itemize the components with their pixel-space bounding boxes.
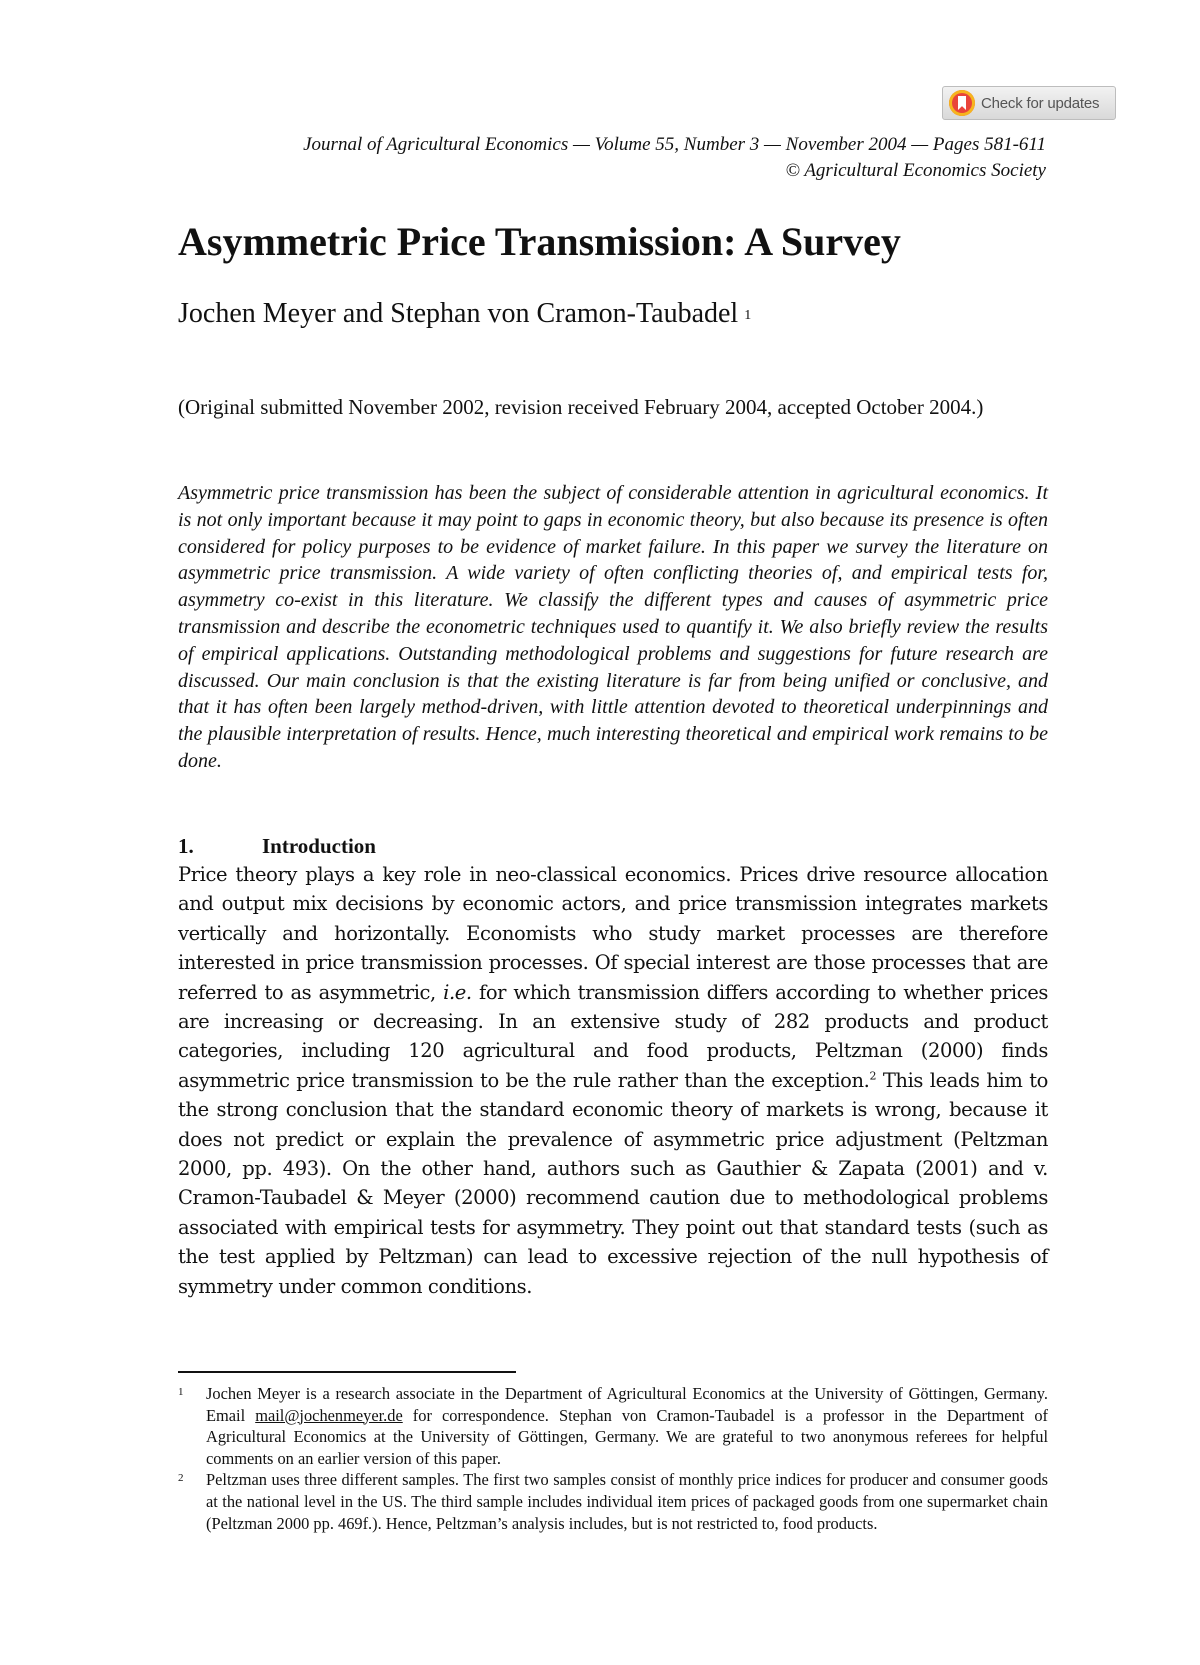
abstract: Asymmetric price transmission has been the subject of considerable attention in agricultural economics. It is not only important because it may point to gaps in economic theory, but also because its presence is often considered for policy purposes to be evidence of market failure. In this paper we survey the literature on asymmetric price transmission. A wide variety of often conflicting theories of, and empirical tests for, asymmetry co-exist in this literature. We classify the different types and causes of asymmetric price transmission and describe the econometric techniques used to quantify it. We also briefly review the results of empirical applications. Outstanding methodological problems and suggestions for future research are discussed. Our main conclusion is that the existing literature is far from being unified or conclusive, and that it has often been largely method-driven, with little attention devoted to theoretical underpinnings and the plausible interpretation of results. Hence, much interesting theoretical and empirical work remains to be done. xyxy=(178,482,1048,772)
section-number: 1. xyxy=(178,834,194,858)
footnote-number: 2 xyxy=(178,1472,184,1485)
crossmark-icon xyxy=(949,90,975,116)
footnote-2 xyxy=(178,1469,1048,1534)
journal-citation: Journal of Agricultural Economics — Volume 55, Number 3 — November 2004 — Pages 581-611 xyxy=(303,134,1046,155)
email-link[interactable]: mail@jochenmeyer.de xyxy=(255,1405,403,1425)
intro-ie: i.e. xyxy=(443,980,472,1004)
check-for-updates-label: Check for updates xyxy=(981,94,1100,112)
submission-dates: (Original submitted November 2002, revision received February 2004, accepted October 2004.) xyxy=(178,395,984,419)
footnote-text xyxy=(206,1383,1048,1469)
footnote-number: 1 xyxy=(178,1386,184,1398)
intro-text-part3: This leads him to the strong conclusion that the standard economic theory of markets is wrong, because it does not predict or explain the prevalence of asymmetric price adjustment (Peltzman 2000, pp. 493). On the other hand, authors such as Gauthier & Zapata (2001) and v. Cramon-Taubadel & Meyer (2000) recommend caution due to methodological problems associated with empirical tests for asymmetry. They point out that standard tests (such as the test applied by Peltzman) can lead to excessive rejection of the null hypothesis of symmetry under common conditions. xyxy=(178,1068,1048,1298)
section-title: Introduction xyxy=(262,834,376,858)
journal-header xyxy=(166,132,1046,184)
intro-text-part2: for which transmission differs according to whether prices are increasing or decreasing. In an extensive study of 282 products and product categories, including 120 agricultural and food products, Peltzman (2000) finds asymmetric price transmission to be the rule rather than the exception. xyxy=(178,980,1048,1092)
footnotes xyxy=(178,1383,1048,1534)
section-heading-introduction xyxy=(178,832,1048,860)
footnote-ref-2[interactable]: 2 xyxy=(869,1069,877,1083)
article-title: Asymmetric Price Transmission: A Survey xyxy=(178,219,901,264)
footnote-1 xyxy=(178,1383,1048,1469)
society-copyright: © Agricultural Economics Society xyxy=(785,160,1046,181)
footnote-text-before-email: Jochen Meyer is a research associate in the Department of Agricultural Economics at the University of Göttingen, Germany. Email xyxy=(206,1384,1048,1425)
footnote-divider xyxy=(178,1371,516,1373)
author-line xyxy=(178,295,1048,333)
intro-text-part1: Price theory plays a key role in neo-classical economics. Prices drive resource allocation and output mix decisions by economic actors, and price transmission integrates markets vertically and horizontally. Economists who study market processes are therefore interested in price transmission processes. Of special interest are those processes that are referred to as asymmetric, xyxy=(178,863,1048,1004)
footnote-text-after-email: for correspondence. Stephan von Cramon-Taubadel is a professor in the Department of Agricultural Economics at the University of Göttingen, Germany. We are grateful to two anonymous referees for helpful comments on an earlier version of this paper. xyxy=(206,1405,1048,1468)
author-footnote-ref[interactable]: 1 xyxy=(744,308,752,323)
author-names: Jochen Meyer and Stephan von Cramon-Taubadel xyxy=(178,298,739,329)
check-for-updates-button[interactable] xyxy=(942,86,1116,120)
introduction-paragraph xyxy=(178,860,1048,1301)
footnote-text: Peltzman uses three different samples. The first two samples consist of monthly price indices for producer and consumer goods at the national level in the US. The third sample includes individual item prices of packaged goods from one supermarket chain (Peltzman 2000 pp. 469f.). Hence, Peltzman’s analysis includes, but is not restricted to, food products. xyxy=(206,1470,1048,1533)
